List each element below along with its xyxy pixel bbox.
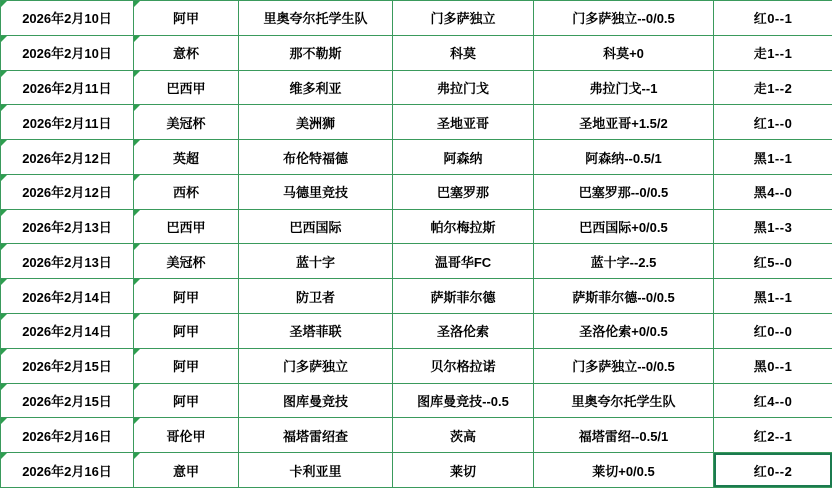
cell-home-team[interactable]: 布伦特福德	[239, 140, 393, 175]
cell-home-team[interactable]: 福塔雷绍查	[239, 418, 393, 453]
cell-away-team[interactable]: 阿森纳	[393, 140, 534, 175]
cell-away-team[interactable]: 贝尔格拉诺	[393, 348, 534, 383]
cell-handicap[interactable]: 弗拉门戈--1	[534, 70, 714, 105]
table-body	[1, 1, 832, 488]
cell-league[interactable]: 巴西甲	[134, 209, 239, 244]
cell-home-team[interactable]: 门多萨独立	[239, 348, 393, 383]
cell-away-team[interactable]: 莱切	[393, 453, 534, 488]
cell-home-team[interactable]: 防卫者	[239, 279, 393, 314]
cell-league[interactable]: 意杯	[134, 35, 239, 70]
cell-date[interactable]: 2026年2月11日	[1, 105, 134, 140]
table-row	[1, 314, 832, 349]
cell-result[interactable]: 红0--1	[714, 1, 832, 36]
cell-result[interactable]: 黑1--1	[714, 140, 832, 175]
cell-away-team[interactable]: 圣洛伦索	[393, 314, 534, 349]
cell-handicap[interactable]: 巴西国际+0/0.5	[534, 209, 714, 244]
cell-away-team[interactable]: 科莫	[393, 35, 534, 70]
cell-league[interactable]: 阿甲	[134, 383, 239, 418]
cell-league[interactable]: 英超	[134, 140, 239, 175]
cell-handicap[interactable]: 莱切+0/0.5	[534, 453, 714, 488]
table-row	[1, 209, 832, 244]
cell-league[interactable]: 美冠杯	[134, 244, 239, 279]
table-row	[1, 348, 832, 383]
cell-home-team[interactable]: 里奥夸尔托学生队	[239, 1, 393, 36]
cell-home-team[interactable]: 圣塔菲联	[239, 314, 393, 349]
cell-away-team[interactable]: 圣地亚哥	[393, 105, 534, 140]
cell-result[interactable]: 黑0--1	[714, 348, 832, 383]
cell-date[interactable]: 2026年2月10日	[1, 1, 134, 36]
cell-home-team[interactable]: 图库曼竞技	[239, 383, 393, 418]
cell-handicap[interactable]: 蓝十字--2.5	[534, 244, 714, 279]
cell-date[interactable]: 2026年2月11日	[1, 70, 134, 105]
cell-date[interactable]: 2026年2月16日	[1, 418, 134, 453]
table-row	[1, 1, 832, 36]
table-row	[1, 418, 832, 453]
cell-league[interactable]: 阿甲	[134, 348, 239, 383]
cell-date[interactable]: 2026年2月13日	[1, 244, 134, 279]
cell-handicap[interactable]: 巴塞罗那--0/0.5	[534, 174, 714, 209]
cell-home-team[interactable]: 马德里竞技	[239, 174, 393, 209]
cell-date[interactable]: 2026年2月12日	[1, 140, 134, 175]
cell-date[interactable]: 2026年2月14日	[1, 279, 134, 314]
cell-league[interactable]: 巴西甲	[134, 70, 239, 105]
cell-date[interactable]: 2026年2月15日	[1, 348, 134, 383]
cell-handicap[interactable]: 福塔雷绍--0.5/1	[534, 418, 714, 453]
cell-date[interactable]: 2026年2月15日	[1, 383, 134, 418]
cell-away-team[interactable]: 萨斯菲尔德	[393, 279, 534, 314]
cell-result[interactable]: 走1--1	[714, 35, 832, 70]
cell-result[interactable]: 红4--0	[714, 383, 832, 418]
cell-result[interactable]: 红2--1	[714, 418, 832, 453]
cell-league[interactable]: 哥伦甲	[134, 418, 239, 453]
cell-home-team[interactable]: 维多利亚	[239, 70, 393, 105]
table-row	[1, 105, 832, 140]
cell-away-team[interactable]: 温哥华FC	[393, 244, 534, 279]
cell-handicap[interactable]: 圣地亚哥+1.5/2	[534, 105, 714, 140]
cell-date[interactable]: 2026年2月10日	[1, 35, 134, 70]
cell-away-team[interactable]: 门多萨独立	[393, 1, 534, 36]
cell-away-team[interactable]: 巴塞罗那	[393, 174, 534, 209]
table-row	[1, 383, 832, 418]
cell-result[interactable]: 黑1--3	[714, 209, 832, 244]
table-row	[1, 174, 832, 209]
cell-home-team[interactable]: 卡利亚里	[239, 453, 393, 488]
cell-date[interactable]: 2026年2月13日	[1, 209, 134, 244]
cell-away-team[interactable]: 图库曼竞技--0.5	[393, 383, 534, 418]
cell-home-team[interactable]: 那不勒斯	[239, 35, 393, 70]
cell-league[interactable]: 阿甲	[134, 279, 239, 314]
cell-handicap[interactable]: 阿森纳--0.5/1	[534, 140, 714, 175]
cell-result[interactable]: 黑1--1	[714, 279, 832, 314]
cell-handicap[interactable]: 里奥夸尔托学生队	[534, 383, 714, 418]
table-row	[1, 70, 832, 105]
cell-handicap[interactable]: 萨斯菲尔德--0/0.5	[534, 279, 714, 314]
table-row	[1, 140, 832, 175]
cell-away-team[interactable]: 茨高	[393, 418, 534, 453]
cell-league[interactable]: 美冠杯	[134, 105, 239, 140]
cell-home-team[interactable]: 美洲狮	[239, 105, 393, 140]
cell-date[interactable]: 2026年2月16日	[1, 453, 134, 488]
cell-result[interactable]: 黑4--0	[714, 174, 832, 209]
cell-home-team[interactable]: 巴西国际	[239, 209, 393, 244]
cell-away-team[interactable]: 帕尔梅拉斯	[393, 209, 534, 244]
cell-handicap[interactable]: 科莫+0	[534, 35, 714, 70]
cell-date[interactable]: 2026年2月14日	[1, 314, 134, 349]
cell-home-team[interactable]: 蓝十字	[239, 244, 393, 279]
table-row	[1, 453, 832, 488]
cell-result[interactable]: 走1--2	[714, 70, 832, 105]
table-row	[1, 244, 832, 279]
cell-result[interactable]: 红5--0	[714, 244, 832, 279]
cell-league[interactable]: 阿甲	[134, 1, 239, 36]
cell-handicap[interactable]: 圣洛伦索+0/0.5	[534, 314, 714, 349]
table-row	[1, 35, 832, 70]
table-row	[1, 279, 832, 314]
cell-league[interactable]: 阿甲	[134, 314, 239, 349]
cell-result[interactable]: 红0--0	[714, 314, 832, 349]
cell-league[interactable]: 西杯	[134, 174, 239, 209]
cell-date[interactable]: 2026年2月12日	[1, 174, 134, 209]
cell-away-team[interactable]: 弗拉门戈	[393, 70, 534, 105]
cell-handicap[interactable]: 门多萨独立--0/0.5	[534, 1, 714, 36]
cell-league[interactable]: 意甲	[134, 453, 239, 488]
cell-handicap[interactable]: 门多萨独立--0/0.5	[534, 348, 714, 383]
cell-result[interactable]: 红1--0	[714, 105, 832, 140]
cell-result[interactable]: 红0--2	[714, 453, 832, 488]
